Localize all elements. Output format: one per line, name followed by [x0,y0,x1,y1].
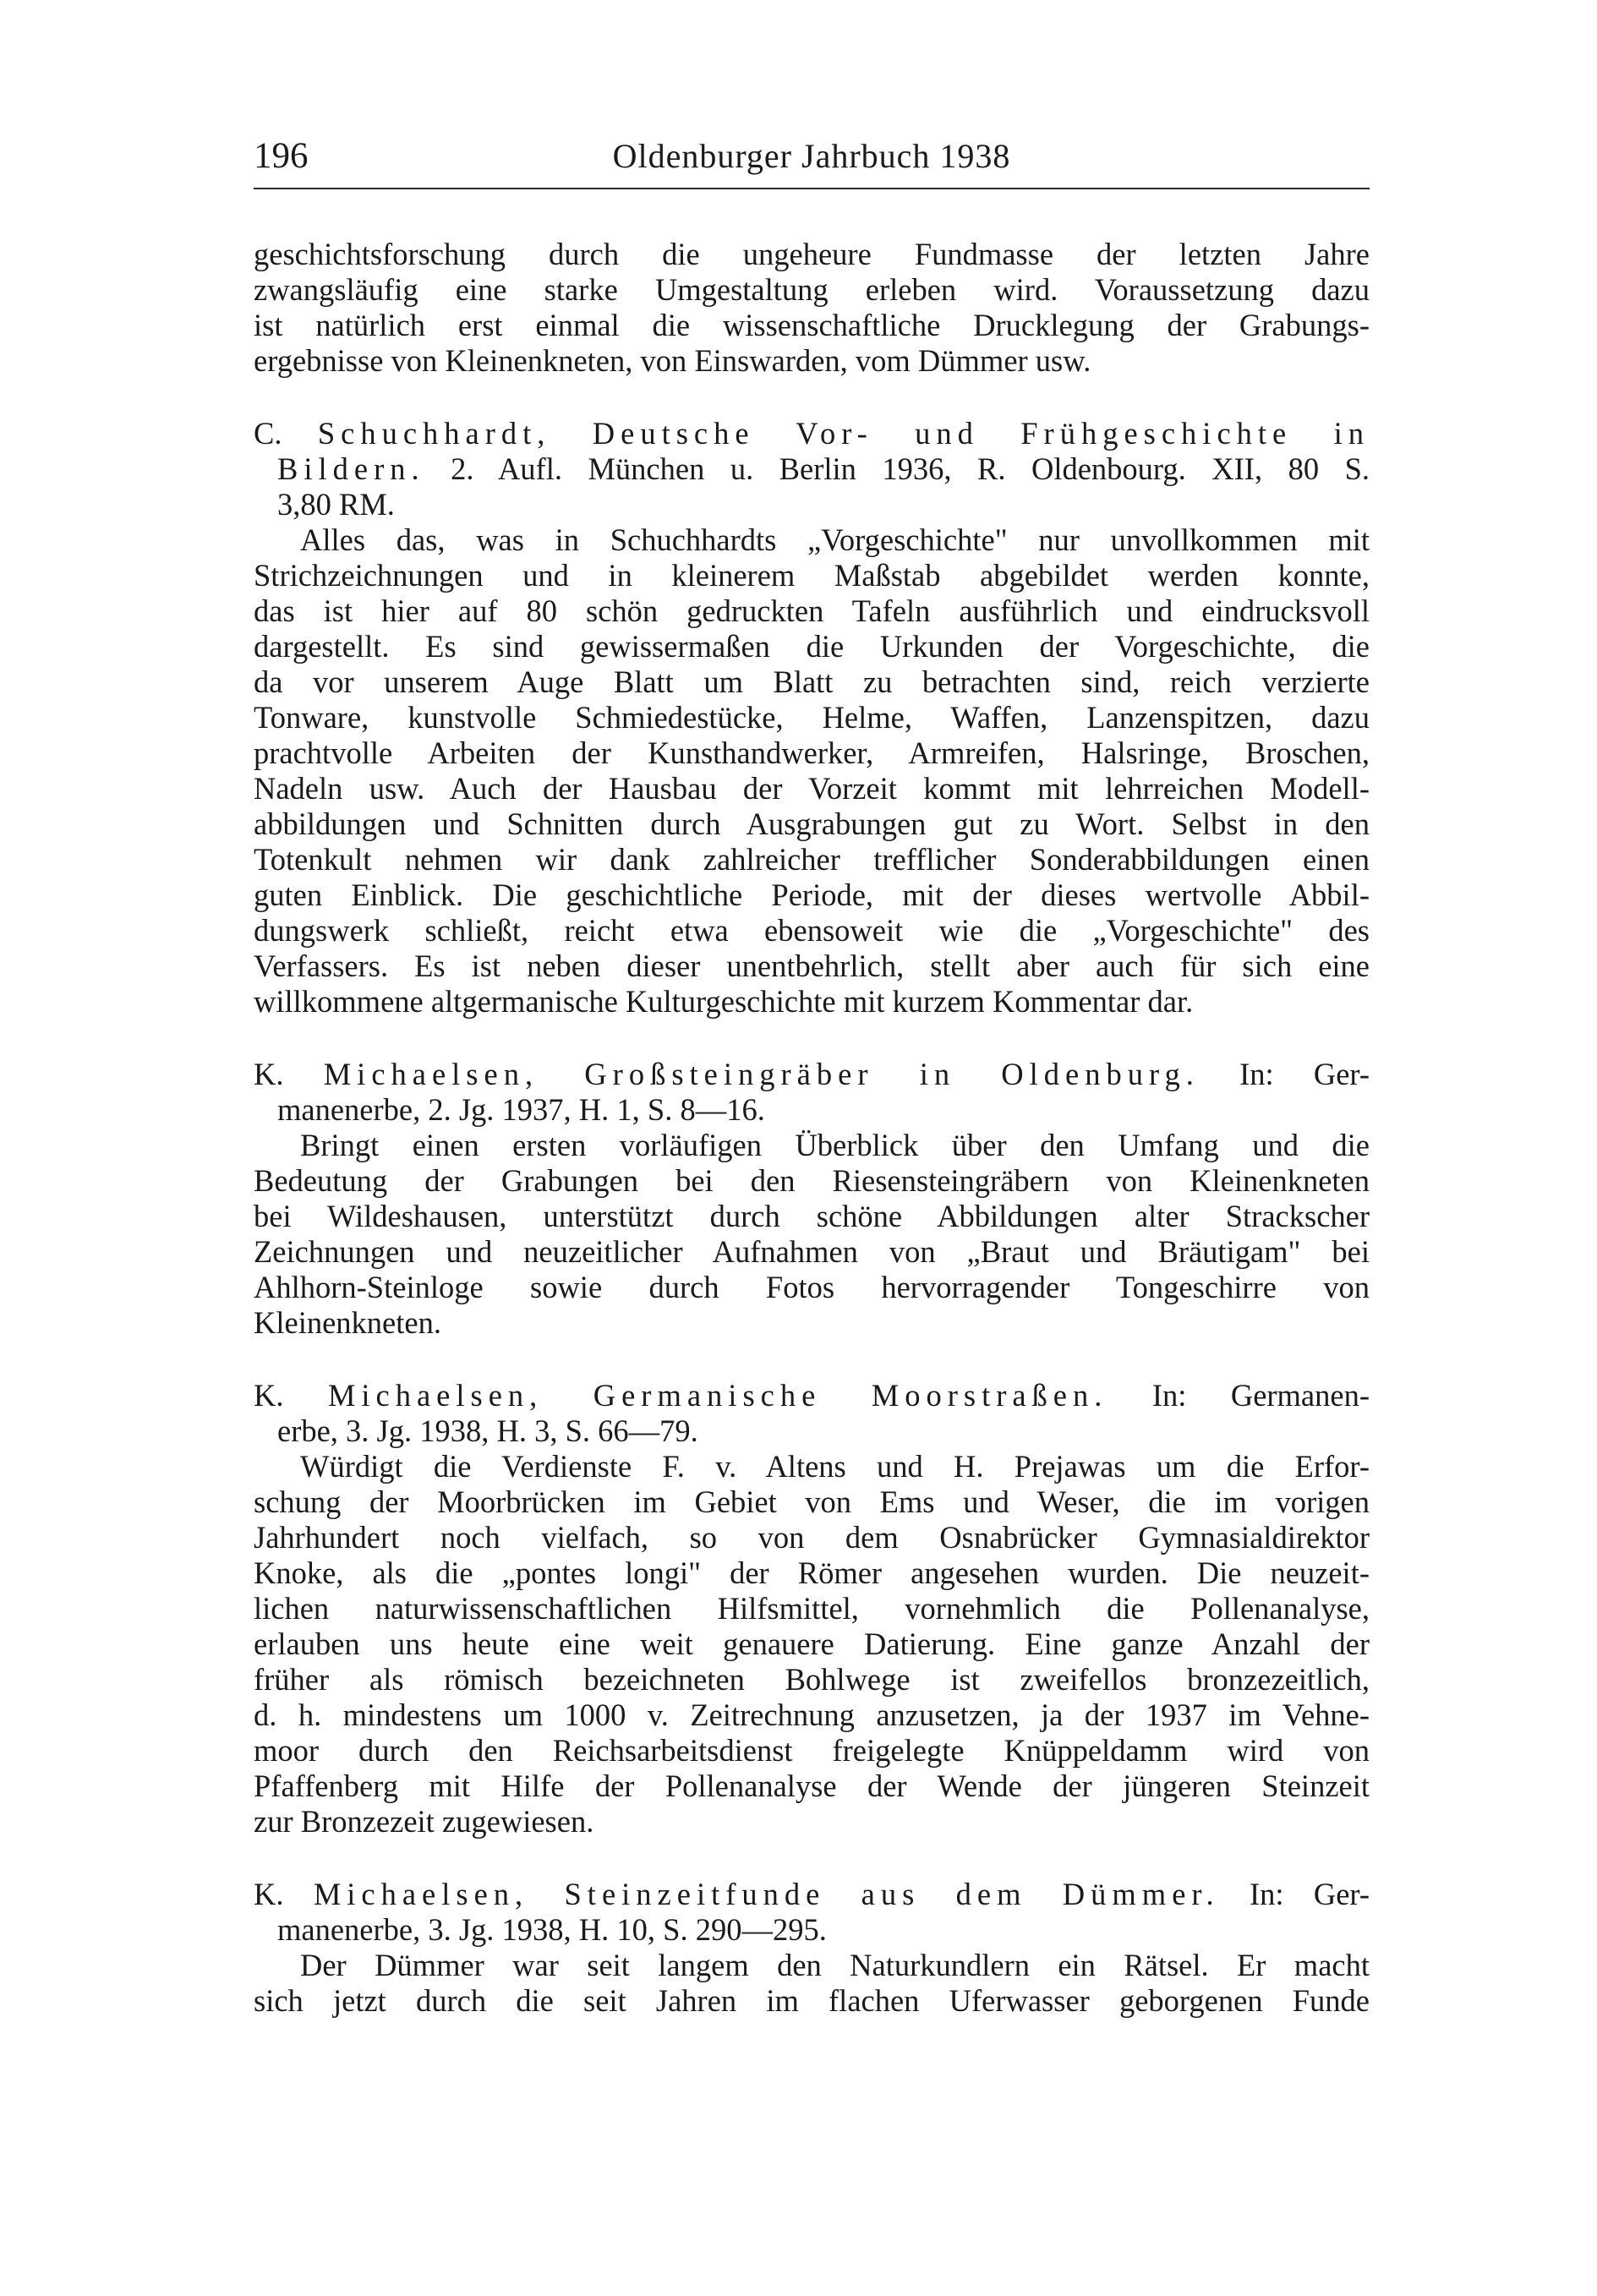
text-line: Jahrhundert noch vielfach, so von dem Osnabrücker Gymnasialdirektor [254,1520,1370,1555]
text-line: dungswerk schließt, reicht etwa ebensoweit wie die „Vorgeschichte" des [254,913,1370,948]
citation-details: In: Ger- [1219,1877,1370,1911]
text-line: Bedeutung der Grabungen bei den Riesensteingräbern von Kleinenkneten [254,1163,1370,1198]
text-line: Alles das, was in Schuchhardts „Vorgeschichte" nur unvollkommen mit [300,522,1370,557]
text-line: willkommene altgermanische Kulturgeschichte mit kurzem Kommentar dar. [254,984,1194,1019]
text-line: Verfassers. Es ist neben dieser unentbehrlich, stellt aber auch für sich eine [254,948,1370,983]
citation-initial: K. [254,1057,324,1091]
text-line: schung der Moorbrücken im Gebiet von Ems und Weser, die im vorigen [254,1484,1370,1519]
bibliography-entry [254,1057,1370,1341]
text-line: d. h. mindestens um 1000 v. Zeitrechnung anzusetzen, ja der 1937 im Vehne- [254,1697,1370,1732]
text-line: dargestellt. Es sind gewissermaßen die Urkunden der Vorgeschichte, die [254,629,1370,664]
citation-initial: K. [254,1877,314,1911]
text-line: zwangsläufig eine starke Umgestaltung erleben wird. Voraussetzung dazu [254,272,1370,307]
citation-line [254,416,1370,451]
text-line: bei Wildeshausen, unterstützt durch schöne Abbildungen alter Strackscher [254,1199,1370,1233]
text-line: geschichtsforschung durch die ungeheure Fundmasse der letzten Jahre [254,237,1370,271]
text-line: ist natürlich erst einmal die wissenschaftliche Drucklegung der Grabungs- [254,308,1370,342]
bibliography-entry [254,416,1370,1020]
citation-details: In: Ger- [1199,1057,1370,1091]
spacer [254,1341,1370,1378]
page-number: 196 [254,136,309,176]
citation-line [254,451,1370,487]
text-line: ergebnisse von Kleinenkneten, von Einswarden, vom Dümmer usw. [254,343,1091,378]
citation-details: manenerbe, 3. Jg. 1938, H. 10, S. 290—295. [277,1912,827,1947]
citation-details: In: Germanen- [1108,1378,1370,1413]
text-line: Strichzeichnungen und in kleinerem Maßstab abgebildet werden konnte, [254,558,1370,593]
text-line: Ahlhorn-Steinloge sowie durch Fotos hervorragender Tongeschirre von [254,1270,1370,1304]
citation-details: manenerbe, 2. Jg. 1937, H. 1, S. 8—16. [277,1092,765,1127]
text-line: Tonware, kunstvolle Schmiedestücke, Helme, Waffen, Lanzenspitzen, dazu [254,700,1370,735]
page-header [254,135,1370,186]
text-line: Nadeln usw. Auch der Hausbau der Vorzeit kommt mit lehrreichen Modell- [254,771,1370,806]
citation-initial: K. [254,1378,328,1413]
text-line: abbildungen und Schnitten durch Ausgrabungen gut zu Wort. Selbst in den [254,806,1370,841]
citation-title: Schuchhardt, Deutsche Vor- und Frühgeschichte in [317,416,1370,451]
text-line: Kleinenkneten. [254,1305,441,1340]
bibliography-entry [254,1378,1370,1840]
citation-line [254,1912,1370,1948]
citation-title: Michaelsen, Steinzeitfunde aus dem Dümmer. [313,1877,1220,1911]
citation-title: Michaelsen, Germanische Moorstraßen. [327,1378,1108,1413]
citation-line [254,1413,1370,1449]
citation-line [254,1057,1370,1092]
bibliography-entry [254,1877,1370,2019]
text-line: moor durch den Reichsarbeitsdienst freigelegte Knüppeldamm wird von [254,1733,1370,1768]
citation-line [254,487,1370,522]
text-line: Der Dümmer war seit langem den Naturkundlern ein Rätsel. Er macht [300,1948,1370,1982]
text-line: lichen naturwissenschaftlichen Hilfsmittel, vornehmlich die Pollenanalyse, [254,1591,1370,1626]
citation-details: 3,80 RM. [277,487,395,522]
text-line: Totenkult nehmen wir dank zahlreicher trefflicher Sonderabbildungen einen [254,842,1370,877]
header-rule [254,188,1370,189]
text-line: Pfaffenberg mit Hilfe der Pollenanalyse der Wende der jüngeren Steinzeit [254,1768,1370,1803]
citation-details: 2. Aufl. München u. Berlin 1936, R. Oldenbourg. XII, 80 S. [424,451,1370,486]
citation-line [254,1877,1370,1912]
spacer [254,379,1370,416]
citation-initial: C. [254,416,318,451]
text-line: das ist hier auf 80 schön gedruckten Tafeln ausführlich und eindrucksvoll [254,593,1370,628]
text-line: Knoke, als die „pontes longi" der Römer angesehen wurden. Die neuzeit- [254,1555,1370,1590]
text-line: guten Einblick. Die geschichtliche Periode, mit der dieses wertvolle Abbil- [254,877,1370,912]
text-line: erlauben uns heute eine weit genauere Datierung. Eine ganze Anzahl der [254,1626,1370,1661]
citation-title: Bildern. [277,451,425,486]
citation-line [254,1092,1370,1128]
spacer [254,1020,1370,1057]
running-title: Oldenburger Jahrbuch 1938 [612,137,1011,175]
text-line: Würdigt die Verdienste F. v. Altens und H. Prejawas um die Erfor- [300,1449,1370,1484]
intro-paragraph [254,237,1370,379]
text-line: zur Bronzezeit zugewiesen. [254,1804,594,1839]
text-line: da vor unserem Auge Blatt um Blatt zu betrachten sind, reich verzierte [254,664,1370,699]
spacer [254,1840,1370,1877]
citation-title: Michaelsen, Großsteingräber in Oldenburg. [323,1057,1200,1091]
text-line: Bringt einen ersten vorläufigen Überblick über den Umfang und die [300,1128,1370,1162]
text-line: sich jetzt durch die seit Jahren im flachen Uferwasser geborgenen Funde [254,1983,1370,2018]
citation-line [254,1378,1370,1413]
citation-details: erbe, 3. Jg. 1938, H. 3, S. 66—79. [277,1413,698,1448]
text-line: prachtvolle Arbeiten der Kunsthandwerker, Armreifen, Halsringe, Broschen, [254,735,1370,770]
text-line: früher als römisch bezeichneten Bohlwege ist zweifellos bronzezeitlich, [254,1662,1370,1697]
document-body [254,237,1370,2019]
text-line: Zeichnungen und neuzeitlicher Aufnahmen von „Braut und Bräutigam" bei [254,1234,1370,1269]
